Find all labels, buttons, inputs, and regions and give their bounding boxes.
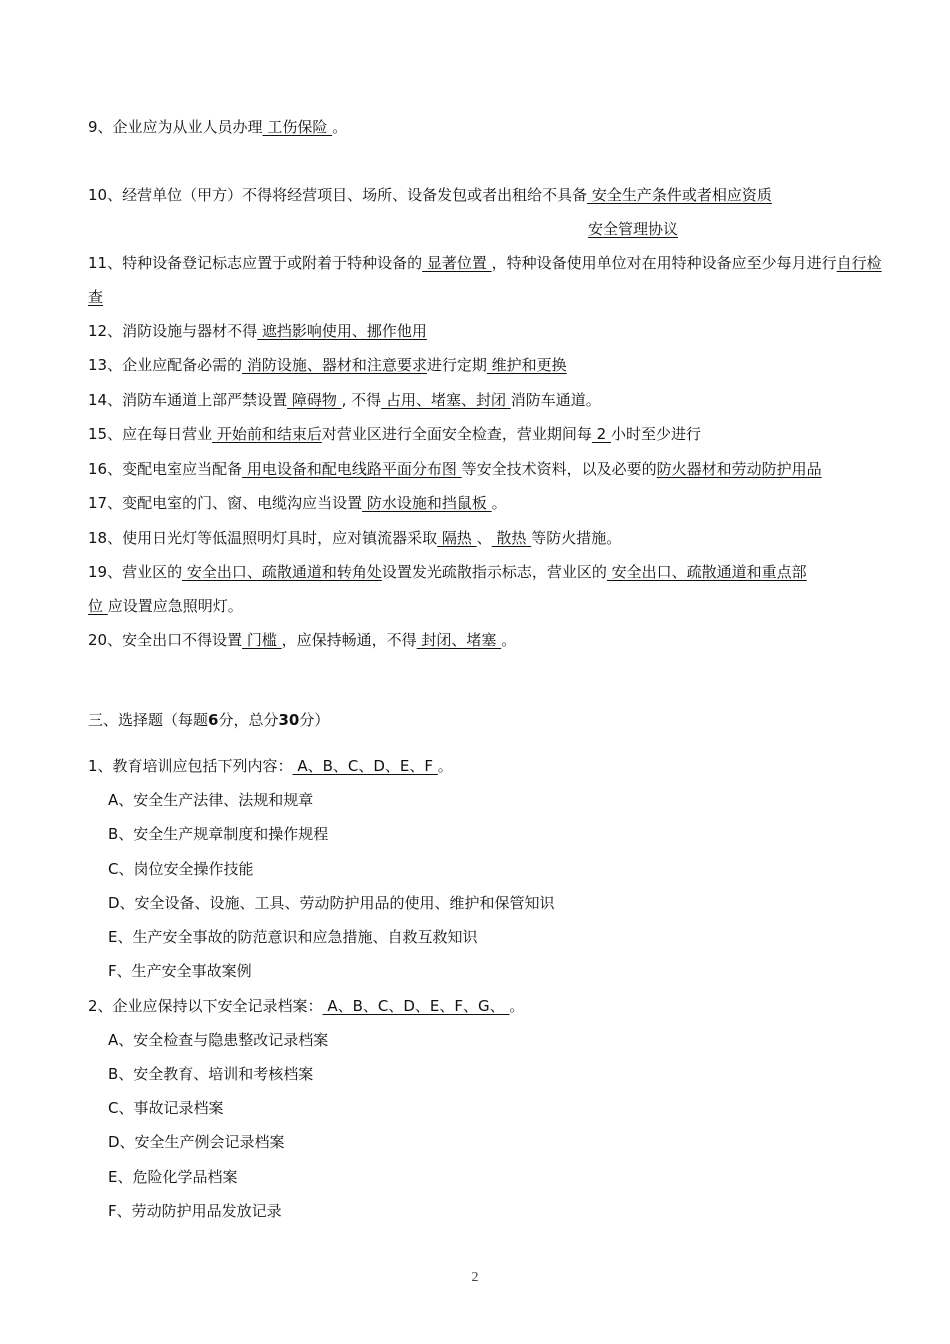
q13-answer-2: 维护和更换 [486,356,567,374]
c2-option: B、安全教育、培训和考核档案 [108,1065,314,1083]
c1-option: B、安全生产规章制度和操作规程 [108,825,329,843]
question-9 [88,117,888,137]
q10-answer: 安全生产条件或者相应资质 [587,186,772,204]
q19-answer-3: 位 [88,597,108,615]
q19-mid: 设置发光疏散指示标志，营业区的 [381,563,607,581]
question-18 [88,528,888,548]
question-15 [88,424,888,444]
section-3-pre: 三、选择题（每题 [88,711,209,729]
q14-answer-2: 占用、堵塞、封闭 [381,391,511,409]
section-3-mid: 分，总分 [218,711,279,729]
question-16 [88,459,888,479]
c1-option: E、生产安全事故的防范意识和应急措施、自救互救知识 [108,928,478,946]
section-3-score-total: 30 [278,711,300,729]
q20-answer-1: 门槛 [242,631,282,649]
c1-option: A、安全生产法律、法规和规章 [108,791,314,809]
q11-answer-3: 查 [88,288,104,306]
q10-answer-2: 安全管理协议 [588,220,679,238]
question-10 [88,185,888,205]
question-10-line2 [88,219,950,239]
q16-text: 16、变配电室应当配备 [88,460,243,478]
q15-mid: 对营业区进行全面安全检查，营业期间每 [321,425,592,443]
q11-answer-1: 显著位置 [422,254,492,272]
q11-text: 11、特种设备登记标志应置于或附着于特种设备的 [88,254,423,272]
c2-option: E、危险化学品档案 [108,1168,238,1186]
q9-post: 。 [332,118,348,136]
q11-answer-2: 自行检 [836,254,882,272]
question-11 [88,253,888,273]
q16-mid: 等安全技术资料，以及必要的 [461,460,657,478]
q13-answer-1: 消防设施、器材和注意要求 [242,356,427,374]
c1-option: D、安全设备、设施、工具、劳动防护用品的使用、维护和保管知识 [108,894,555,912]
q12-answer: 遮挡影响使用、挪作他用 [257,322,427,340]
page-number: 2 [471,1270,479,1285]
q18-answer-1: 隔热 [437,529,477,547]
question-19 [88,562,888,582]
q19-answer-2: 安全出口、疏散通道和重点部 [606,563,807,581]
q17-answer: 防水设施和挡鼠板 [362,494,492,512]
question-19-line2 [88,596,888,616]
choice-2 [88,996,888,1016]
q15-answer-1: 开始前和结束后 [212,425,322,443]
q18-mid: 、 [476,529,492,547]
q16-answer-2: 防火器材和劳动防护用品 [656,460,822,478]
q14-answer-1: 障碍物 [287,391,342,409]
q11-mid: ，特种设备使用单位对在用特种设备应至少每月进行 [491,254,837,272]
q15-text: 15、应在每日营业 [88,425,213,443]
c1-answer: A、B、C、D、E、F [292,757,438,775]
q20-post: 。 [501,631,517,649]
question-12 [88,321,888,341]
q19-answer-1: 安全出口、疏散通道和转角处 [182,563,382,581]
q14-text: 14、消防车通道上部严禁设置 [88,391,288,409]
c2-post: 。 [509,997,525,1015]
c2-option: D、安全生产例会记录档案 [108,1133,285,1151]
q15-answer-2: 2 [591,425,611,443]
q17-post: 。 [491,494,507,512]
c2-answer: A、B、C、D、E、F、G、 [322,997,510,1015]
c1-text: 1、教育培训应包括下列内容： [88,757,293,775]
q14-post: 消防车通道。 [510,391,601,409]
c2-option: C、事故记录档案 [108,1099,224,1117]
c2-option: F、劳动防护用品发放记录 [108,1202,282,1220]
q20-text: 20、安全出口不得设置 [88,631,243,649]
q12-text: 12、消防设施与器材不得 [88,322,258,340]
q9-text: 9、企业应为从业人员办理 [88,118,263,136]
c2-text: 2、企业应保持以下安全记录档案： [88,997,323,1015]
question-11-line2 [88,287,888,307]
q15-post: 小时至少进行 [610,425,701,443]
q14-mid: , 不得 [341,391,382,409]
q19-post: 应设置应急照明灯。 [107,597,243,615]
choice-1 [88,756,888,776]
question-20 [88,630,888,650]
c1-option: F、生产安全事故案例 [108,962,252,980]
q13-text: 13、企业应配备必需的 [88,356,243,374]
q9-answer: 工伤保险 [262,118,333,136]
q18-answer-2: 散热 [491,529,532,547]
q16-answer-1: 用电设备和配电线路平面分布图 [242,460,462,478]
question-13 [88,355,888,375]
q10-text: 10、经营单位（甲方）不得将经营项目、场所、设备发包或者出租给不具备 [88,186,588,204]
q20-answer-2: 封闭、堵塞 [416,631,502,649]
c1-post: 。 [437,757,453,775]
c1-option: C、岗位安全操作技能 [108,860,254,878]
q17-text: 17、变配电室的门、窗、电缆沟应当设置 [88,494,363,512]
section-3-score-each: 6 [208,711,219,729]
question-17 [88,493,888,513]
q18-post: 等防火措施。 [531,529,622,547]
q13-mid: 进行定期 [426,356,487,374]
q18-text: 18、使用日光灯等低温照明灯具时，应对镇流器采取 [88,529,438,547]
section-3-post: 分） [299,711,330,729]
section-3-heading [88,710,888,730]
question-14 [88,390,888,410]
q20-mid: ，应保持畅通，不得 [281,631,417,649]
q19-text: 19、营业区的 [88,563,183,581]
c2-option: A、安全检查与隐患整改记录档案 [108,1031,329,1049]
